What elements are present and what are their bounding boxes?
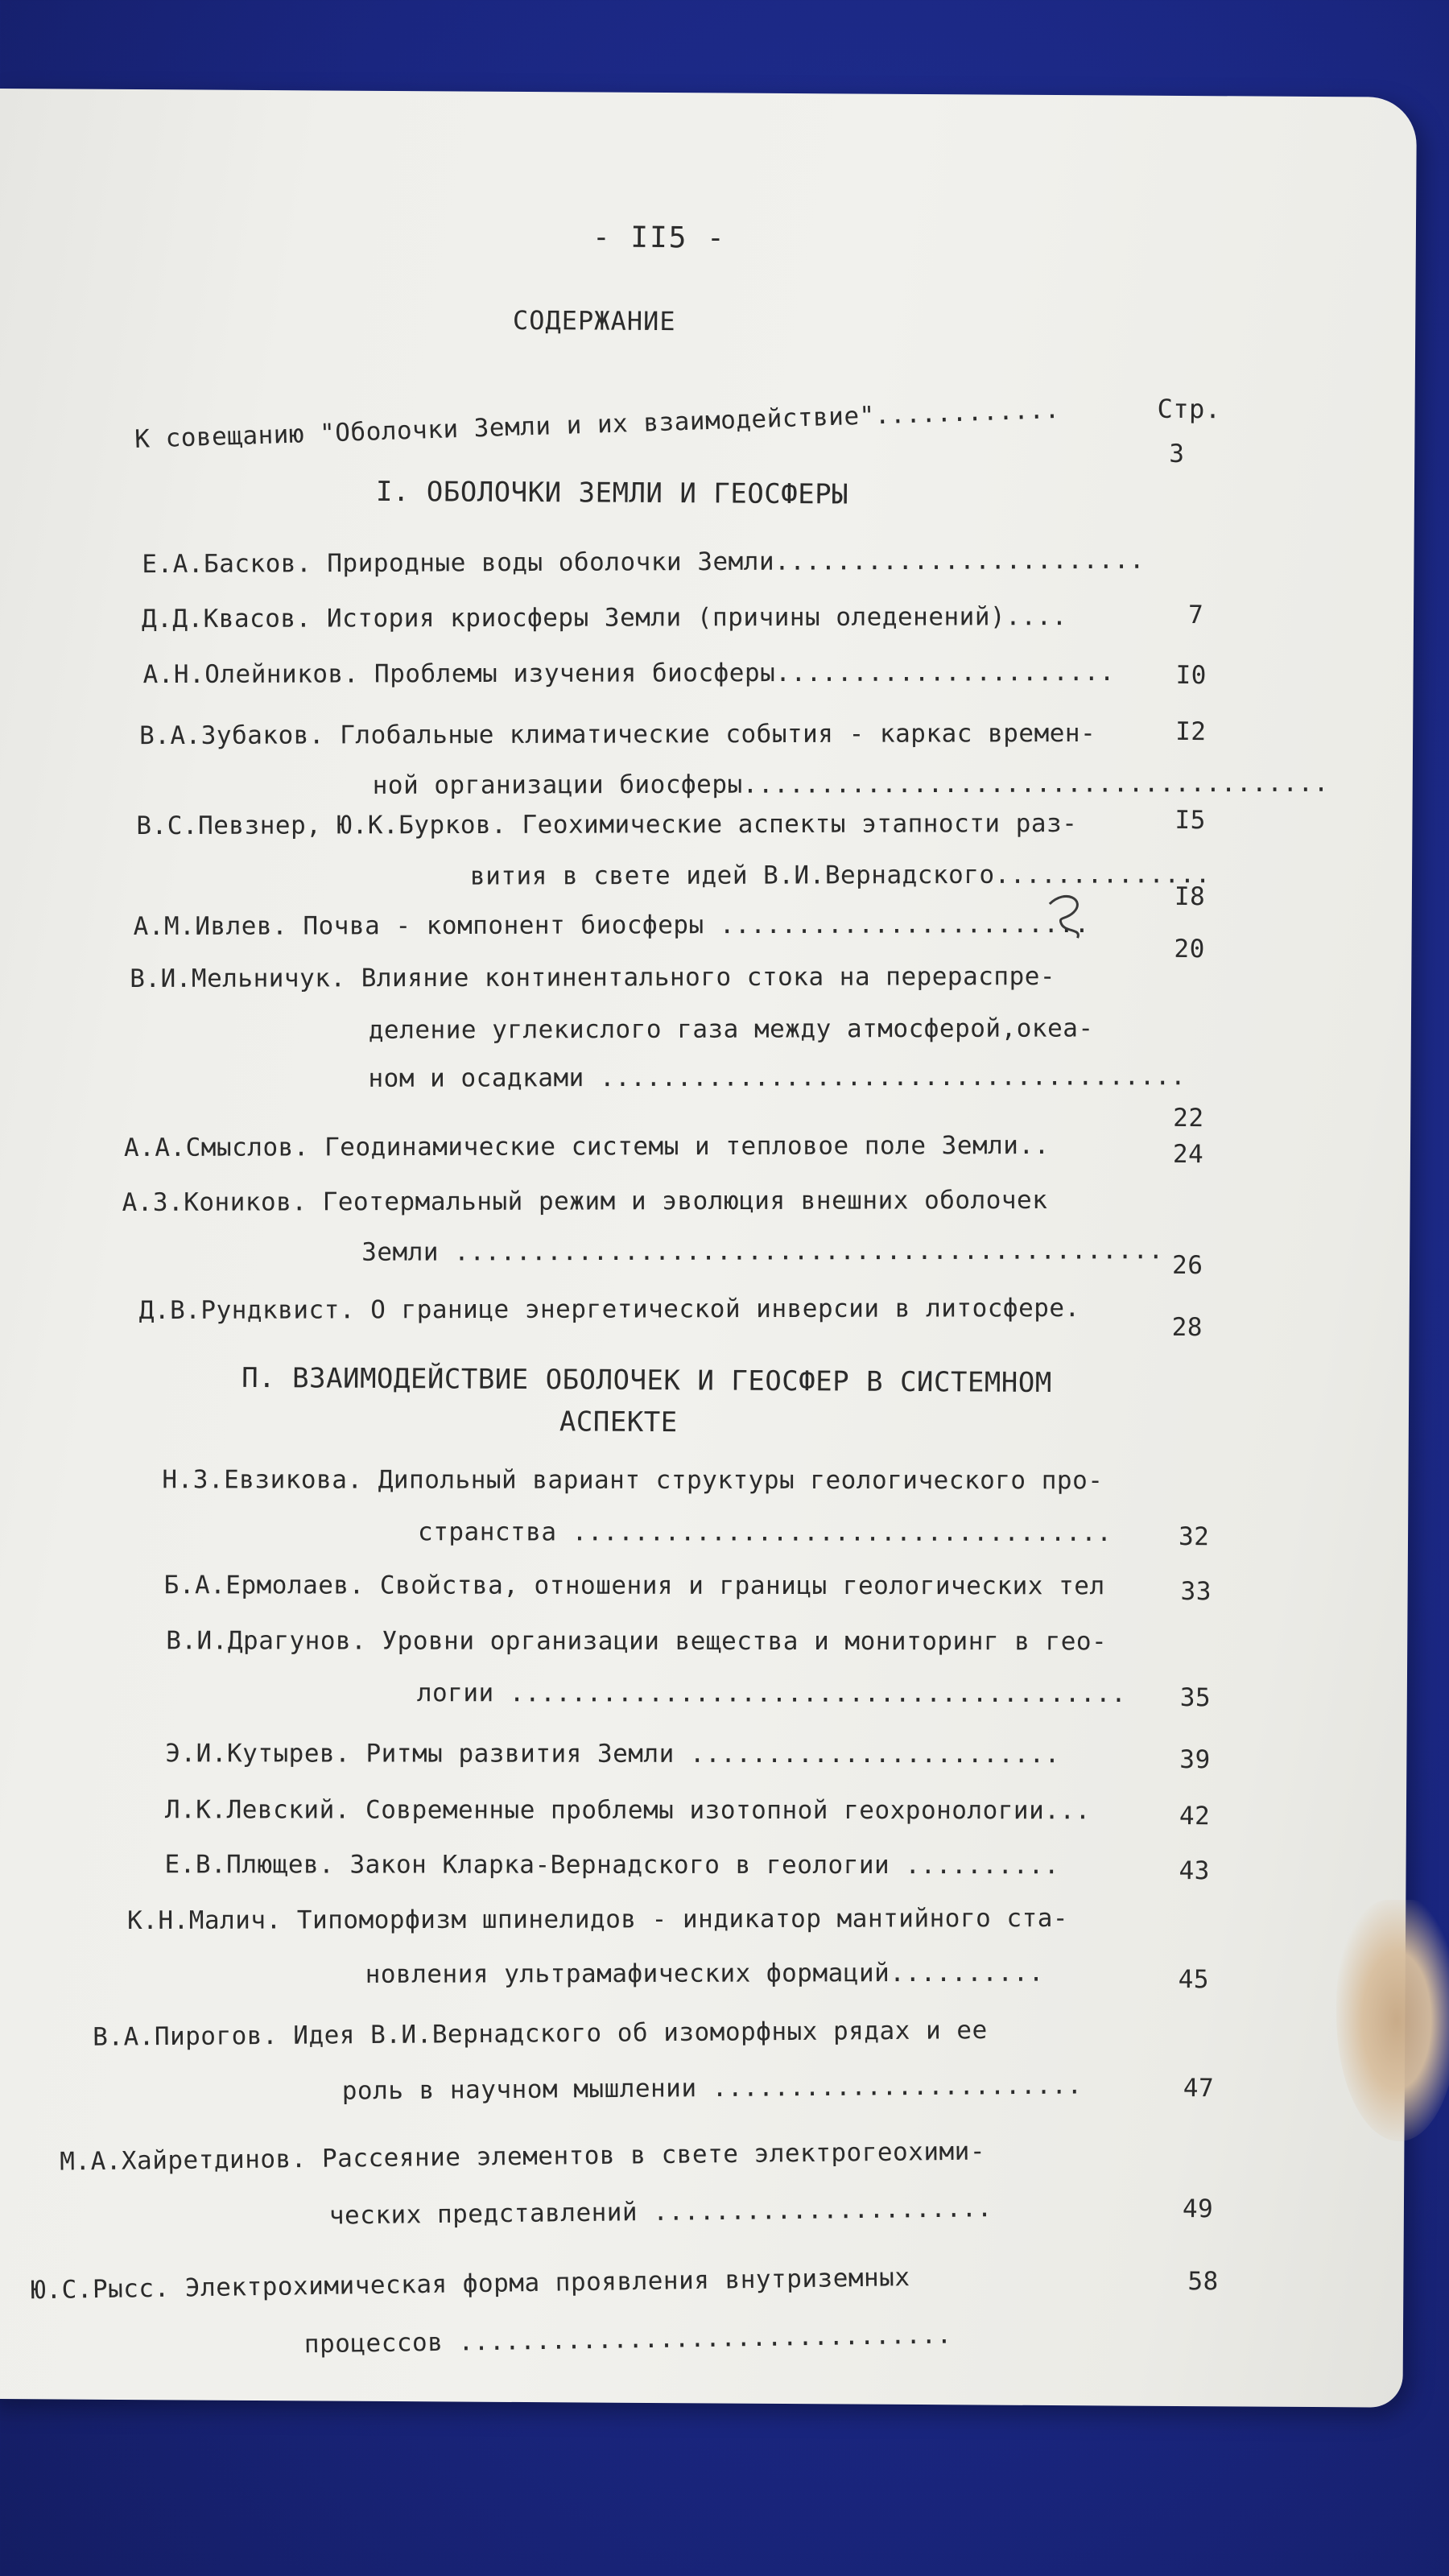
- toc-entry-page: 33: [1180, 1576, 1212, 1607]
- toc-entry-page: 26: [1171, 1250, 1203, 1281]
- toc-entry: А.Н.Олейников. Проблемы изучения биосферы......................: [142, 657, 1115, 690]
- toc-entry-page: I2: [1175, 716, 1207, 747]
- toc-entry: В.С.Певзнер, Ю.К.Бурков. Геохимические аспекты этапности раз-: [136, 808, 1078, 841]
- toc-entry-continuation: процессов ................................: [303, 2320, 952, 2359]
- toc-entry-page: 43: [1179, 1856, 1210, 1886]
- toc-entry-continuation: вития в свете идей В.И.Вернадского..............: [469, 860, 1211, 891]
- toc-entry: Д.В.Рундквист. О границе энергетической инверсии в литосфере.: [138, 1294, 1080, 1326]
- toc-entry: В.А.Пирогов. Идея В.И.Вернадского об изоморфных рядах и ее: [93, 2016, 988, 2052]
- toc-entry-page: 49: [1182, 2194, 1214, 2224]
- toc-entry: Е.В.Плющев. Закон Кларка-Вернадского в геологии ..........: [164, 1850, 1060, 1880]
- page-content: [0, 89, 1417, 2408]
- toc-entry: В.И.Мельничук. Влияние континентального стока на перераспре-: [130, 961, 1056, 994]
- page-column-label: Стр.: [1157, 393, 1221, 425]
- toc-entry: В.А.Зубаков. Глобальные климатические события - каркас времен-: [139, 718, 1096, 751]
- toc-entry: Э.И.Кутырев. Ритмы развития Земли ........................: [165, 1739, 1060, 1769]
- toc-entry: Н.З.Евзикова. Дипольный вариант структуры геологического про-: [162, 1465, 1104, 1496]
- toc-entry: Л.К.Левский. Современные проблемы изотопной геохронологии...: [164, 1795, 1091, 1826]
- toc-entry-page: 45: [1178, 1964, 1210, 1995]
- toc-entry-continuation: логии ........................................: [416, 1678, 1127, 1708]
- toc-entry: Е.А.Басков. Природные воды оболочки Земли........................: [142, 545, 1146, 580]
- document-page: [0, 89, 1417, 2408]
- toc-entry-continuation: деление углекислого газа между атмосферой,океа-: [368, 1013, 1094, 1045]
- toc-entry: В.И.Драгунов. Уровни организации вещества и мониторинг в гео-: [166, 1626, 1108, 1657]
- toc-entry: Ю.С.Рысс. Электрохимическая форма проявления внутриземных: [31, 2263, 910, 2306]
- toc-entry-page: 20: [1174, 934, 1205, 964]
- toc-entry-continuation: странства ...................................: [418, 1517, 1113, 1547]
- section-1-title: I. ОБОЛОЧКИ ЗЕМЛИ И ГЕОСФЕРЫ: [375, 475, 849, 511]
- toc-entry-page: I8: [1174, 881, 1206, 912]
- toc-entry-page: 39: [1179, 1744, 1211, 1775]
- toc-entry-page: 47: [1183, 2074, 1215, 2103]
- toc-entry-page: 42: [1179, 1801, 1211, 1831]
- contents-title: СОДЕРЖАНИЕ: [512, 304, 676, 337]
- pen-mark-icon: [1042, 888, 1090, 944]
- toc-entry-page: I5: [1174, 805, 1206, 836]
- toc-entry-page: 22: [1173, 1103, 1204, 1133]
- trailing-page-number: 58: [1187, 2267, 1219, 2297]
- toc-entry-continuation: новления ультрамафических формаций..........: [365, 1958, 1044, 1989]
- toc-entry: А.М.Ивлев. Почва - компонент биосферы ........................: [133, 909, 1090, 942]
- toc-entry-continuation: Земли ..............................................: [361, 1236, 1164, 1267]
- toc-entry-continuation: ческих представлений ......................: [328, 2194, 993, 2231]
- toc-entry-continuation: роль в научном мышлении ........................: [341, 2070, 1083, 2106]
- intro-line: К совещанию "Оболочки Земли и их взаимодействие"............: [134, 394, 1061, 455]
- section-2-title: П. ВЗАИМОДЕЙСТВИЕ ОБОЛОЧЕК И ГЕОСФЕР В СИСТЕМНОМ: [242, 1361, 1052, 1400]
- toc-entry: М.А.Хайретдинов. Рассеяние элементов в свете электрогеохими-: [60, 2136, 986, 2177]
- section-2-title-continuation: АСПЕКТЕ: [559, 1406, 678, 1439]
- toc-entry: К.Н.Малич. Типоморфизм шпинелидов - индикатор мантийного ста-: [127, 1903, 1069, 1936]
- page-number: - II5 -: [592, 221, 726, 255]
- toc-entry: А.А.Смыслов. Геодинамические системы и тепловое поле Земли..: [123, 1130, 1050, 1162]
- toc-entry-page: I0: [1175, 660, 1208, 691]
- intro-page: 3: [1169, 439, 1185, 469]
- toc-entry-continuation: ном и осадками ......................................: [368, 1062, 1187, 1093]
- toc-entry-continuation: ной организации биосферы......................................: [372, 768, 1329, 800]
- toc-entry: Б.А.Ермолаев. Свойства, отношения и границы геологических тел: [163, 1571, 1105, 1601]
- toc-entry-page: 24: [1172, 1139, 1204, 1170]
- toc-entry-page: 28: [1171, 1312, 1203, 1343]
- toc-entry-page: 32: [1178, 1521, 1210, 1552]
- toc-entry: А.З.Коников. Геотермальный режим и эволюция внешних оболочек: [122, 1185, 1048, 1217]
- toc-entry-page: 35: [1179, 1682, 1212, 1713]
- toc-entry-page: 7: [1187, 601, 1204, 630]
- toc-entry: Д.Д.Квасов. История криосферы Земли (причины оледенений)....: [141, 602, 1067, 634]
